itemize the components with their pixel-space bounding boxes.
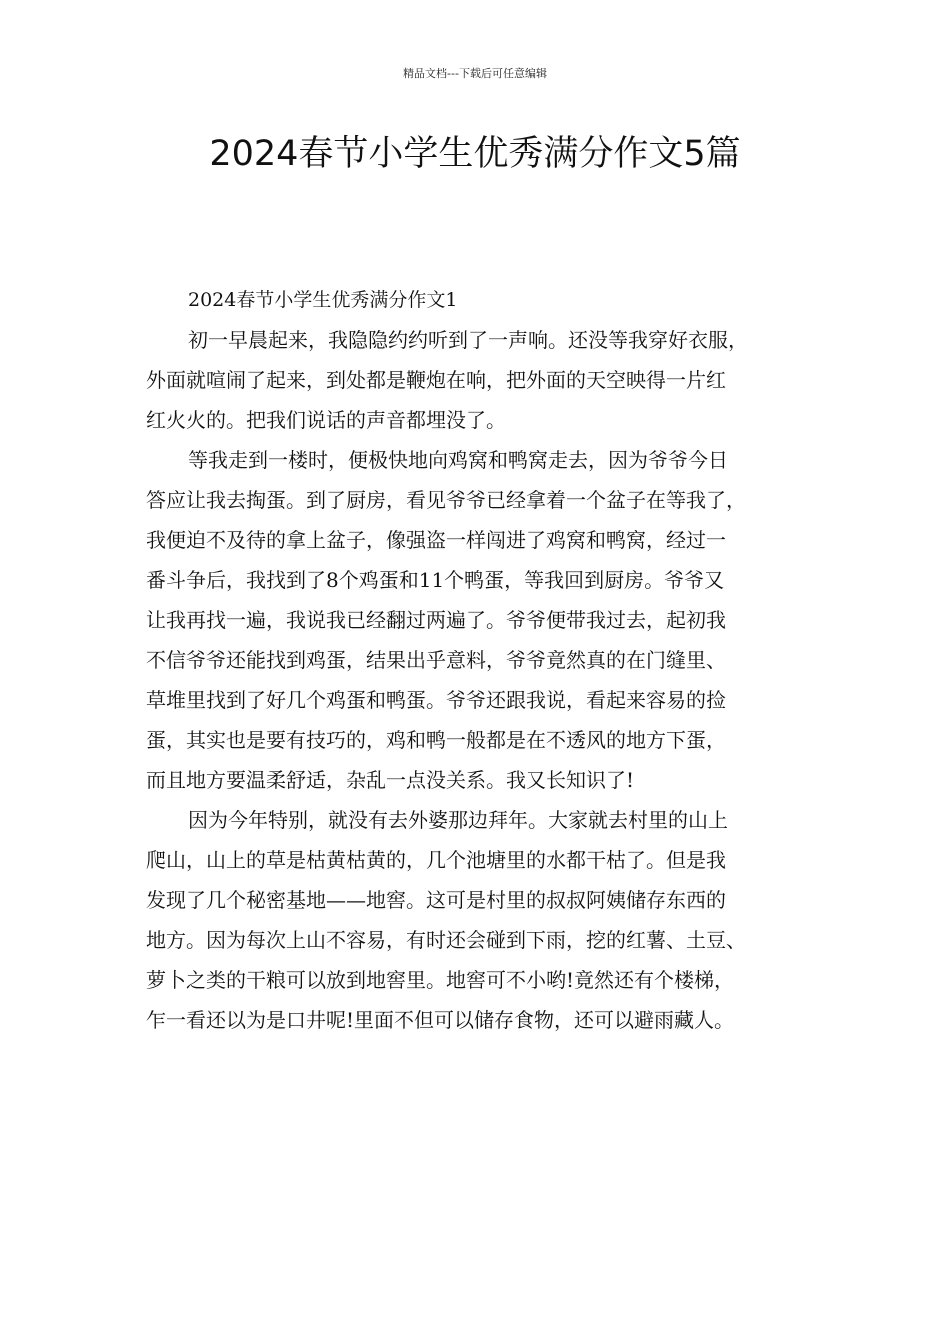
- paragraph-line: 萝卜之类的干粮可以放到地窖里。地窖可不小哟!竟然还有个楼梯，: [146, 968, 735, 992]
- paragraph-line: 答应让我去掏蛋。到了厨房，看见爷爷已经拿着一个盆子在等我了，: [146, 488, 746, 512]
- paragraph-line: 因为今年特别，就没有去外婆那边拜年。大家就去村里的山上: [188, 808, 728, 832]
- paragraph-line: 等我走到一楼时，便极快地向鸡窝和鸭窝走去，因为爷爷今日: [188, 448, 728, 472]
- paragraph-line: 而且地方要温柔舒适，杂乱一点没关系。我又长知识了!: [146, 768, 635, 792]
- document-body: [146, 280, 826, 1040]
- paragraph-line: 爬山，山上的草是枯黄枯黄的，几个池塘里的水都干枯了。但是我: [146, 848, 726, 872]
- paragraph-line: 草堆里找到了好几个鸡蛋和鸭蛋。爷爷还跟我说，看起来容易的捡: [146, 688, 726, 712]
- paragraph-2: [146, 440, 826, 800]
- paragraph-line: 不信爷爷还能找到鸡蛋，结果出乎意料，爷爷竟然真的在门缝里、: [146, 648, 726, 672]
- paragraph-line: 我便迫不及待的拿上盆子，像强盗一样闯进了鸡窝和鸭窝，经过一: [146, 528, 726, 552]
- paragraph-line: 蛋，其实也是要有技巧的，鸡和鸭一般都是在不透风的地方下蛋，: [146, 728, 726, 752]
- document-title: 2024春节小学生优秀满分作文5篇: [209, 134, 741, 174]
- paragraph-line: 红火火的。把我们说话的声音都埋没了。: [146, 408, 506, 432]
- paragraph-line: 地方。因为每次上山不容易，有时还会碰到下雨，挖的红薯、土豆、: [146, 928, 746, 952]
- paragraph-line: 初一早晨起来，我隐隐约约听到了一声响。还没等我穿好衣服，: [188, 328, 748, 352]
- paragraph-3: [146, 800, 826, 1040]
- paragraph-line: 乍一看还以为是口井呢!里面不但可以储存食物，还可以避雨藏人。: [146, 1008, 735, 1032]
- paragraph-line: 番斗争后，我找到了8个鸡蛋和11个鸭蛋，等我回到厨房。爷爷又: [146, 568, 725, 592]
- paragraph-line: 让我再找一遍，我说我已经翻过两遍了。爷爷便带我过去，起初我: [146, 608, 726, 632]
- essay-heading: 2024春节小学生优秀满分作文1: [188, 289, 458, 311]
- paragraph-1: [146, 320, 826, 440]
- page-header: 精品文档---下载后可任意编辑: [403, 67, 547, 80]
- paragraph-line: 外面就喧闹了起来，到处都是鞭炮在响，把外面的天空映得一片红: [146, 368, 726, 392]
- paragraph-line: 发现了几个秘密基地——地窖。这可是村里的叔叔阿姨储存东西的: [146, 888, 726, 912]
